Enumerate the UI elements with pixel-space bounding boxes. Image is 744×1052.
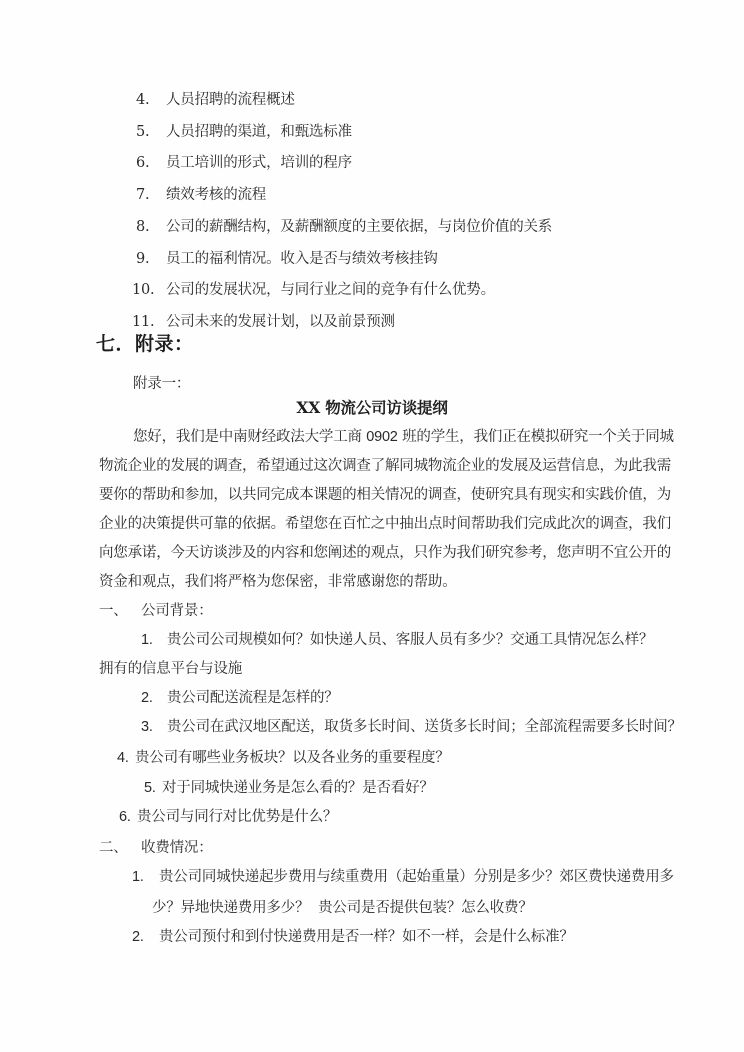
- list-item: [132, 312, 395, 332]
- intro-line: 企业的决策提供可靠的依据。希望您在百忙之中抽出点时间帮助我们完成此次的调查，我们: [99, 516, 671, 532]
- intro-line: 要你的帮助和参加，以共同完成本课题的相关情况的调查，使研究具有现实和实践价值，为: [99, 487, 671, 503]
- item-number: 9.: [136, 251, 150, 267]
- item-number: 1.: [132, 869, 144, 885]
- list-item: [136, 249, 438, 269]
- item-text: 对于同城快递业务是怎么看的？是否看好？: [162, 780, 434, 796]
- intro-line: 资金和观点，我们将严格为您保密，非常感谢您的帮助。: [99, 574, 457, 590]
- section-marker: 二、: [99, 840, 128, 856]
- item-number: 1.: [141, 632, 153, 648]
- item-text: 贵公司与同行对比优势是什么？: [137, 809, 338, 825]
- class-number: 0902: [366, 429, 398, 445]
- item-text: 贵公司公司规模如何？如快递人员、客服人员有多少？交通工具情况怎么样？: [167, 632, 654, 648]
- appendix-heading: 七．附录：: [96, 333, 194, 355]
- item-text: 员工培训的形式，培训的程序: [166, 155, 352, 171]
- item-text: 贵公司预付和到付快递费用是否一样？如不一样，会是什么标准？: [159, 929, 574, 945]
- item-number: 4.: [117, 750, 129, 766]
- list-item: [136, 122, 352, 142]
- item-text: 贵公司在武汉地区配送，取货多长时间、送货多长时间；全部流程需要多长时间？: [167, 719, 682, 735]
- question-item: [144, 778, 434, 798]
- intro-line: 向您承诺，今天访谈涉及的内容和您阐述的观点，只作为我们研究参考，您声明不宜公开的: [99, 545, 671, 561]
- item-text: 贵公司配送流程是怎样的？: [167, 690, 339, 706]
- item-text: 公司的发展状况，与同行业之间的竞争有什么优势。: [166, 282, 495, 298]
- item-number: 4.: [136, 92, 150, 108]
- intro-text: 您好，我们是中南财经政法大学工商: [133, 429, 367, 445]
- item-number: 3.: [141, 719, 153, 735]
- item-text: 公司未来的发展计划，以及前景预测: [166, 314, 395, 330]
- section-heading: [99, 601, 213, 621]
- list-item: [132, 280, 495, 300]
- item-text: 公司的薪酬结构，及薪酬额度的主要依据，与岗位价值的关系: [166, 219, 553, 235]
- item-text: 绩效考核的流程: [166, 187, 267, 203]
- item-number: 5.: [136, 124, 150, 140]
- intro-text: 班的学生，我们正在模拟研究一个关于同城: [397, 429, 674, 445]
- item-number: 2.: [132, 929, 144, 945]
- question-item: [141, 717, 682, 737]
- item-number: 11.: [132, 314, 155, 330]
- list-item: [136, 217, 552, 237]
- item-text: 贵公司有哪些业务板块？以及各业务的重要程度？: [135, 750, 450, 766]
- item-number: 8.: [136, 219, 150, 235]
- question-item: [119, 807, 337, 827]
- item-number: 6.: [119, 809, 131, 825]
- section-heading: [99, 838, 213, 858]
- section-marker: 一、: [99, 603, 128, 619]
- item-number: 2.: [141, 690, 153, 706]
- question-item: [132, 927, 574, 947]
- question-item: [141, 630, 653, 650]
- list-item: [136, 185, 266, 205]
- appendix-sub-label: 附录一：: [133, 376, 191, 392]
- item-text: 贵公司同城快递起步费用与续重费用（起始重量）分别是多少？郊区费快递费用多: [159, 869, 674, 885]
- list-item: [136, 153, 352, 173]
- section-title: 公司背景：: [141, 603, 213, 619]
- item-number: 7.: [136, 187, 150, 203]
- doc-title: XX 物流公司访谈提纲: [296, 398, 448, 417]
- question-item-wrap: 少？异地快递费用多少？ 贵公司是否提供包装？怎么收费？: [152, 900, 533, 916]
- question-item-wrap: 拥有的信息平台与设施: [99, 661, 242, 677]
- list-item: [136, 90, 295, 110]
- section-title: 收费情况：: [141, 840, 213, 856]
- item-text: 员工的福利情况。收入是否与绩效考核挂钩: [166, 251, 438, 267]
- question-item: [132, 867, 674, 887]
- intro-line: [133, 427, 674, 447]
- question-item: [117, 748, 450, 768]
- item-text: 人员招聘的渠道，和甄选标准: [166, 124, 352, 140]
- item-number: 6.: [136, 155, 150, 171]
- intro-line: 物流企业的发展的调查，希望通过这次调查了解同城物流企业的发展及运营信息，为此我需: [99, 458, 671, 474]
- item-number: 10.: [132, 282, 155, 298]
- item-text: 人员招聘的流程概述: [166, 92, 295, 108]
- item-number: 5.: [144, 780, 156, 796]
- question-item: [141, 688, 339, 708]
